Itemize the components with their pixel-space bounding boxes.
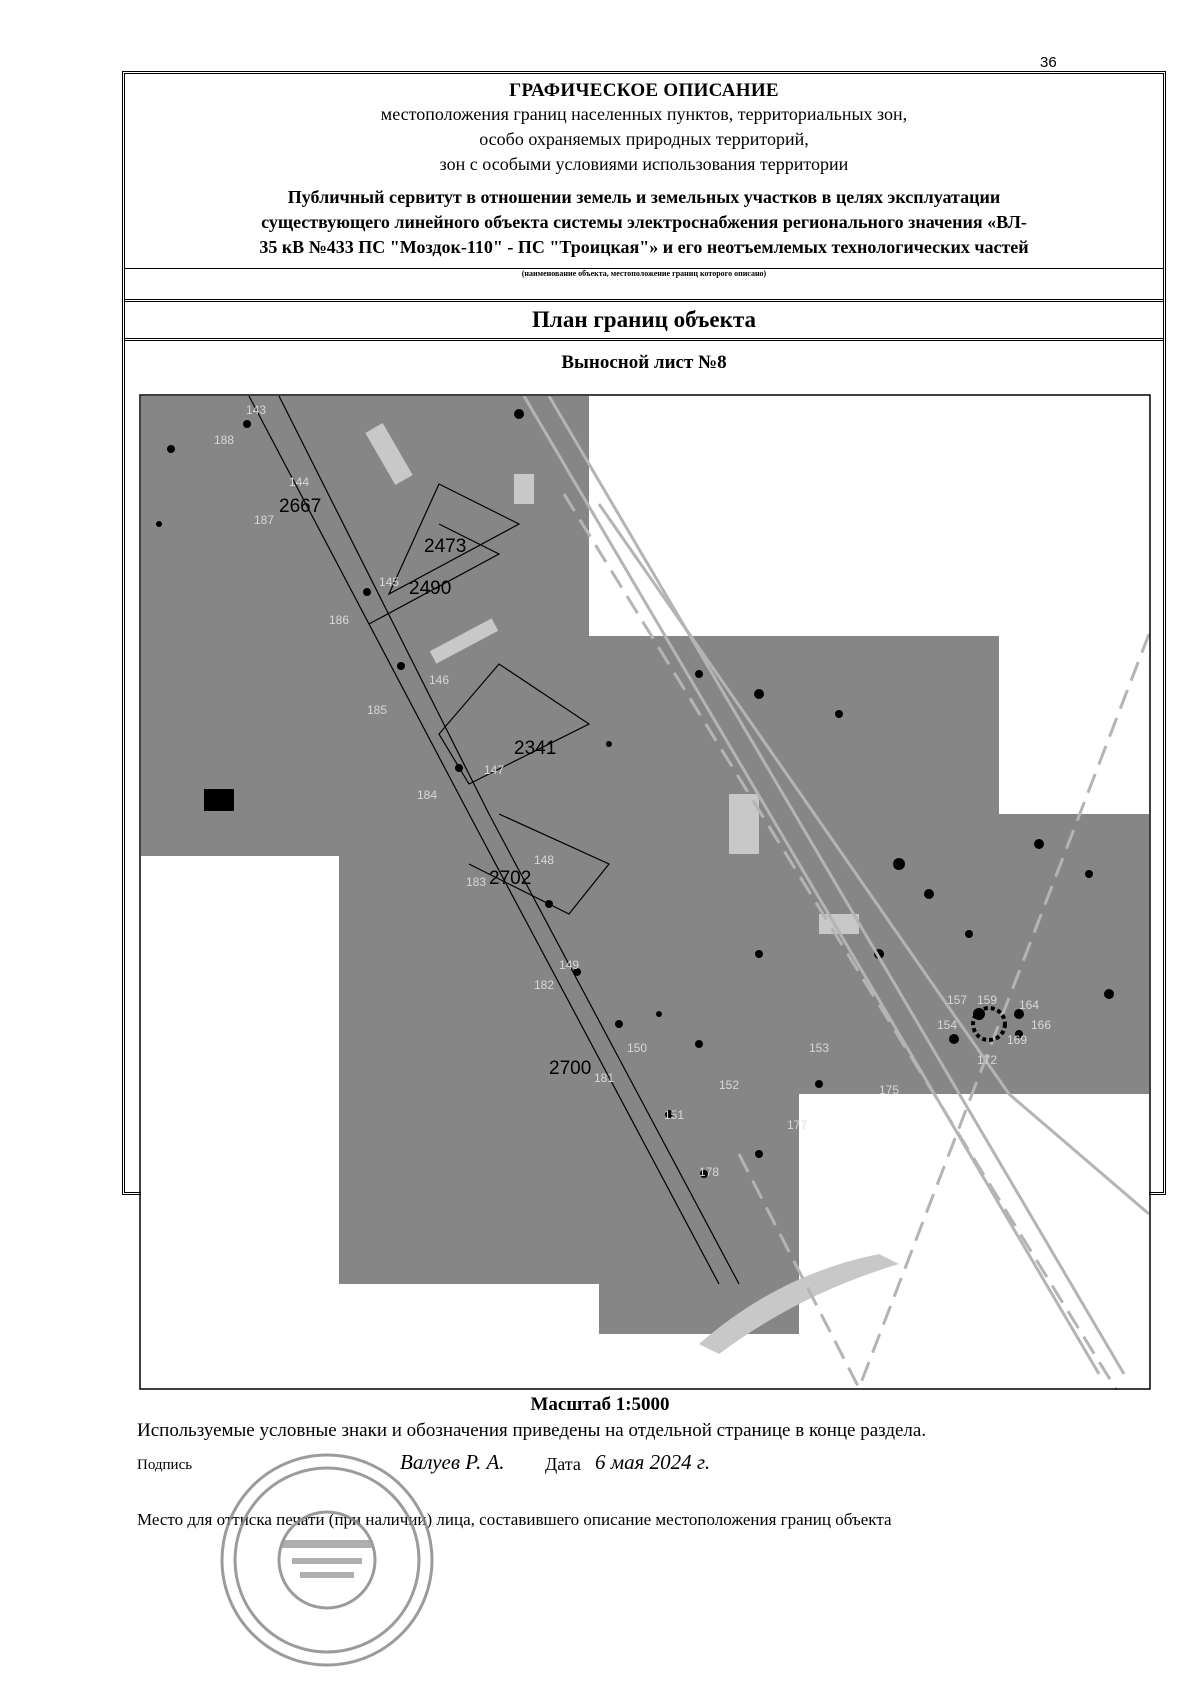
point-label: 169 bbox=[1007, 1033, 1028, 1047]
point-label: 184 bbox=[417, 788, 438, 802]
point-label: 177 bbox=[787, 1118, 808, 1132]
point-label: 150 bbox=[627, 1041, 648, 1055]
point-label: 151 bbox=[664, 1108, 685, 1122]
point-label: 154 bbox=[937, 1018, 958, 1032]
plan-title: План границ объекта bbox=[125, 302, 1163, 341]
object-line-2: существующего линейного объекта системы электроснабжения регионального значения «ВЛ- bbox=[261, 212, 1027, 232]
point-label: 164 bbox=[1019, 998, 1040, 1012]
date-label: Дата bbox=[545, 1454, 581, 1474]
legend-note: Используемые условные знаки и обозначения приведены на отдельной странице в конце раздела. bbox=[137, 1420, 927, 1441]
point-label: 159 bbox=[977, 993, 998, 1007]
map-scale: Масштаб 1:5000 bbox=[530, 1394, 670, 1415]
parcel-label: 2667 bbox=[279, 496, 322, 517]
document-title: ГРАФИЧЕСКОЕ ОПИСАНИЕ bbox=[509, 80, 779, 101]
subtitle-line-1: местоположения границ населенных пунктов, территориальных зон, bbox=[380, 104, 908, 124]
object-line-3: 35 кВ №433 ПС "Моздок-110" - ПС "Троицкая"» и его неотъемлемых технологических частей bbox=[259, 237, 1029, 257]
point-label: 146 bbox=[429, 673, 450, 687]
object-caption: (наименование объекта, местоположение границ которого описано) bbox=[125, 268, 1163, 279]
object-line-1: Публичный сервитут в отношении земель и земельных участков в целях эксплуатации bbox=[287, 187, 1001, 207]
point-label: 183 bbox=[466, 875, 487, 889]
point-label: 178 bbox=[699, 1165, 720, 1179]
point-label: 157 bbox=[947, 993, 968, 1007]
object-name bbox=[125, 185, 1163, 260]
point-label: 149 bbox=[559, 958, 580, 972]
date-value: 6 мая 2024 г. bbox=[595, 1450, 711, 1474]
point-label: 148 bbox=[534, 853, 555, 867]
point-label: 144 bbox=[289, 475, 310, 489]
subtitle-line-3: зон с особыми условиями использования территории bbox=[439, 154, 849, 174]
seal-stamp bbox=[212, 1440, 442, 1680]
point-label: 143 bbox=[246, 403, 267, 417]
boundary-map bbox=[139, 394, 1151, 1390]
point-label: 187 bbox=[254, 513, 275, 527]
sheet-title: Выносной лист №8 bbox=[561, 352, 727, 373]
point-label: 175 bbox=[879, 1083, 900, 1097]
signer-name: Валуев Р. А. bbox=[400, 1450, 505, 1474]
parcel-label: 2702 bbox=[489, 868, 532, 889]
stamp-place-caption: Место для оттиска печати (при наличии) лица, составившего описание местоположения границ объекта bbox=[137, 1510, 892, 1529]
parcel-label: 2490 bbox=[409, 578, 452, 599]
point-label: 153 bbox=[809, 1041, 830, 1055]
point-label: 166 bbox=[1031, 1018, 1052, 1032]
point-label: 145 bbox=[379, 575, 400, 589]
parcel-label: 2700 bbox=[549, 1058, 592, 1079]
header-block bbox=[125, 74, 1163, 302]
point-label: 188 bbox=[214, 433, 235, 447]
point-label: 181 bbox=[594, 1071, 615, 1085]
point-label: 152 bbox=[719, 1078, 740, 1092]
point-label: 182 bbox=[534, 978, 555, 992]
parcel-label: 2473 bbox=[424, 536, 467, 557]
signature-label: Подпись bbox=[137, 1457, 193, 1473]
point-label: 186 bbox=[329, 613, 350, 627]
subtitle-line-2: особо охраняемых природных территорий, bbox=[479, 129, 809, 149]
parcel-label: 2341 bbox=[514, 738, 557, 759]
point-label: 185 bbox=[367, 703, 388, 717]
page-number: 36 bbox=[1040, 54, 1057, 71]
point-label: 147 bbox=[484, 763, 505, 777]
point-label: 172 bbox=[977, 1053, 998, 1067]
